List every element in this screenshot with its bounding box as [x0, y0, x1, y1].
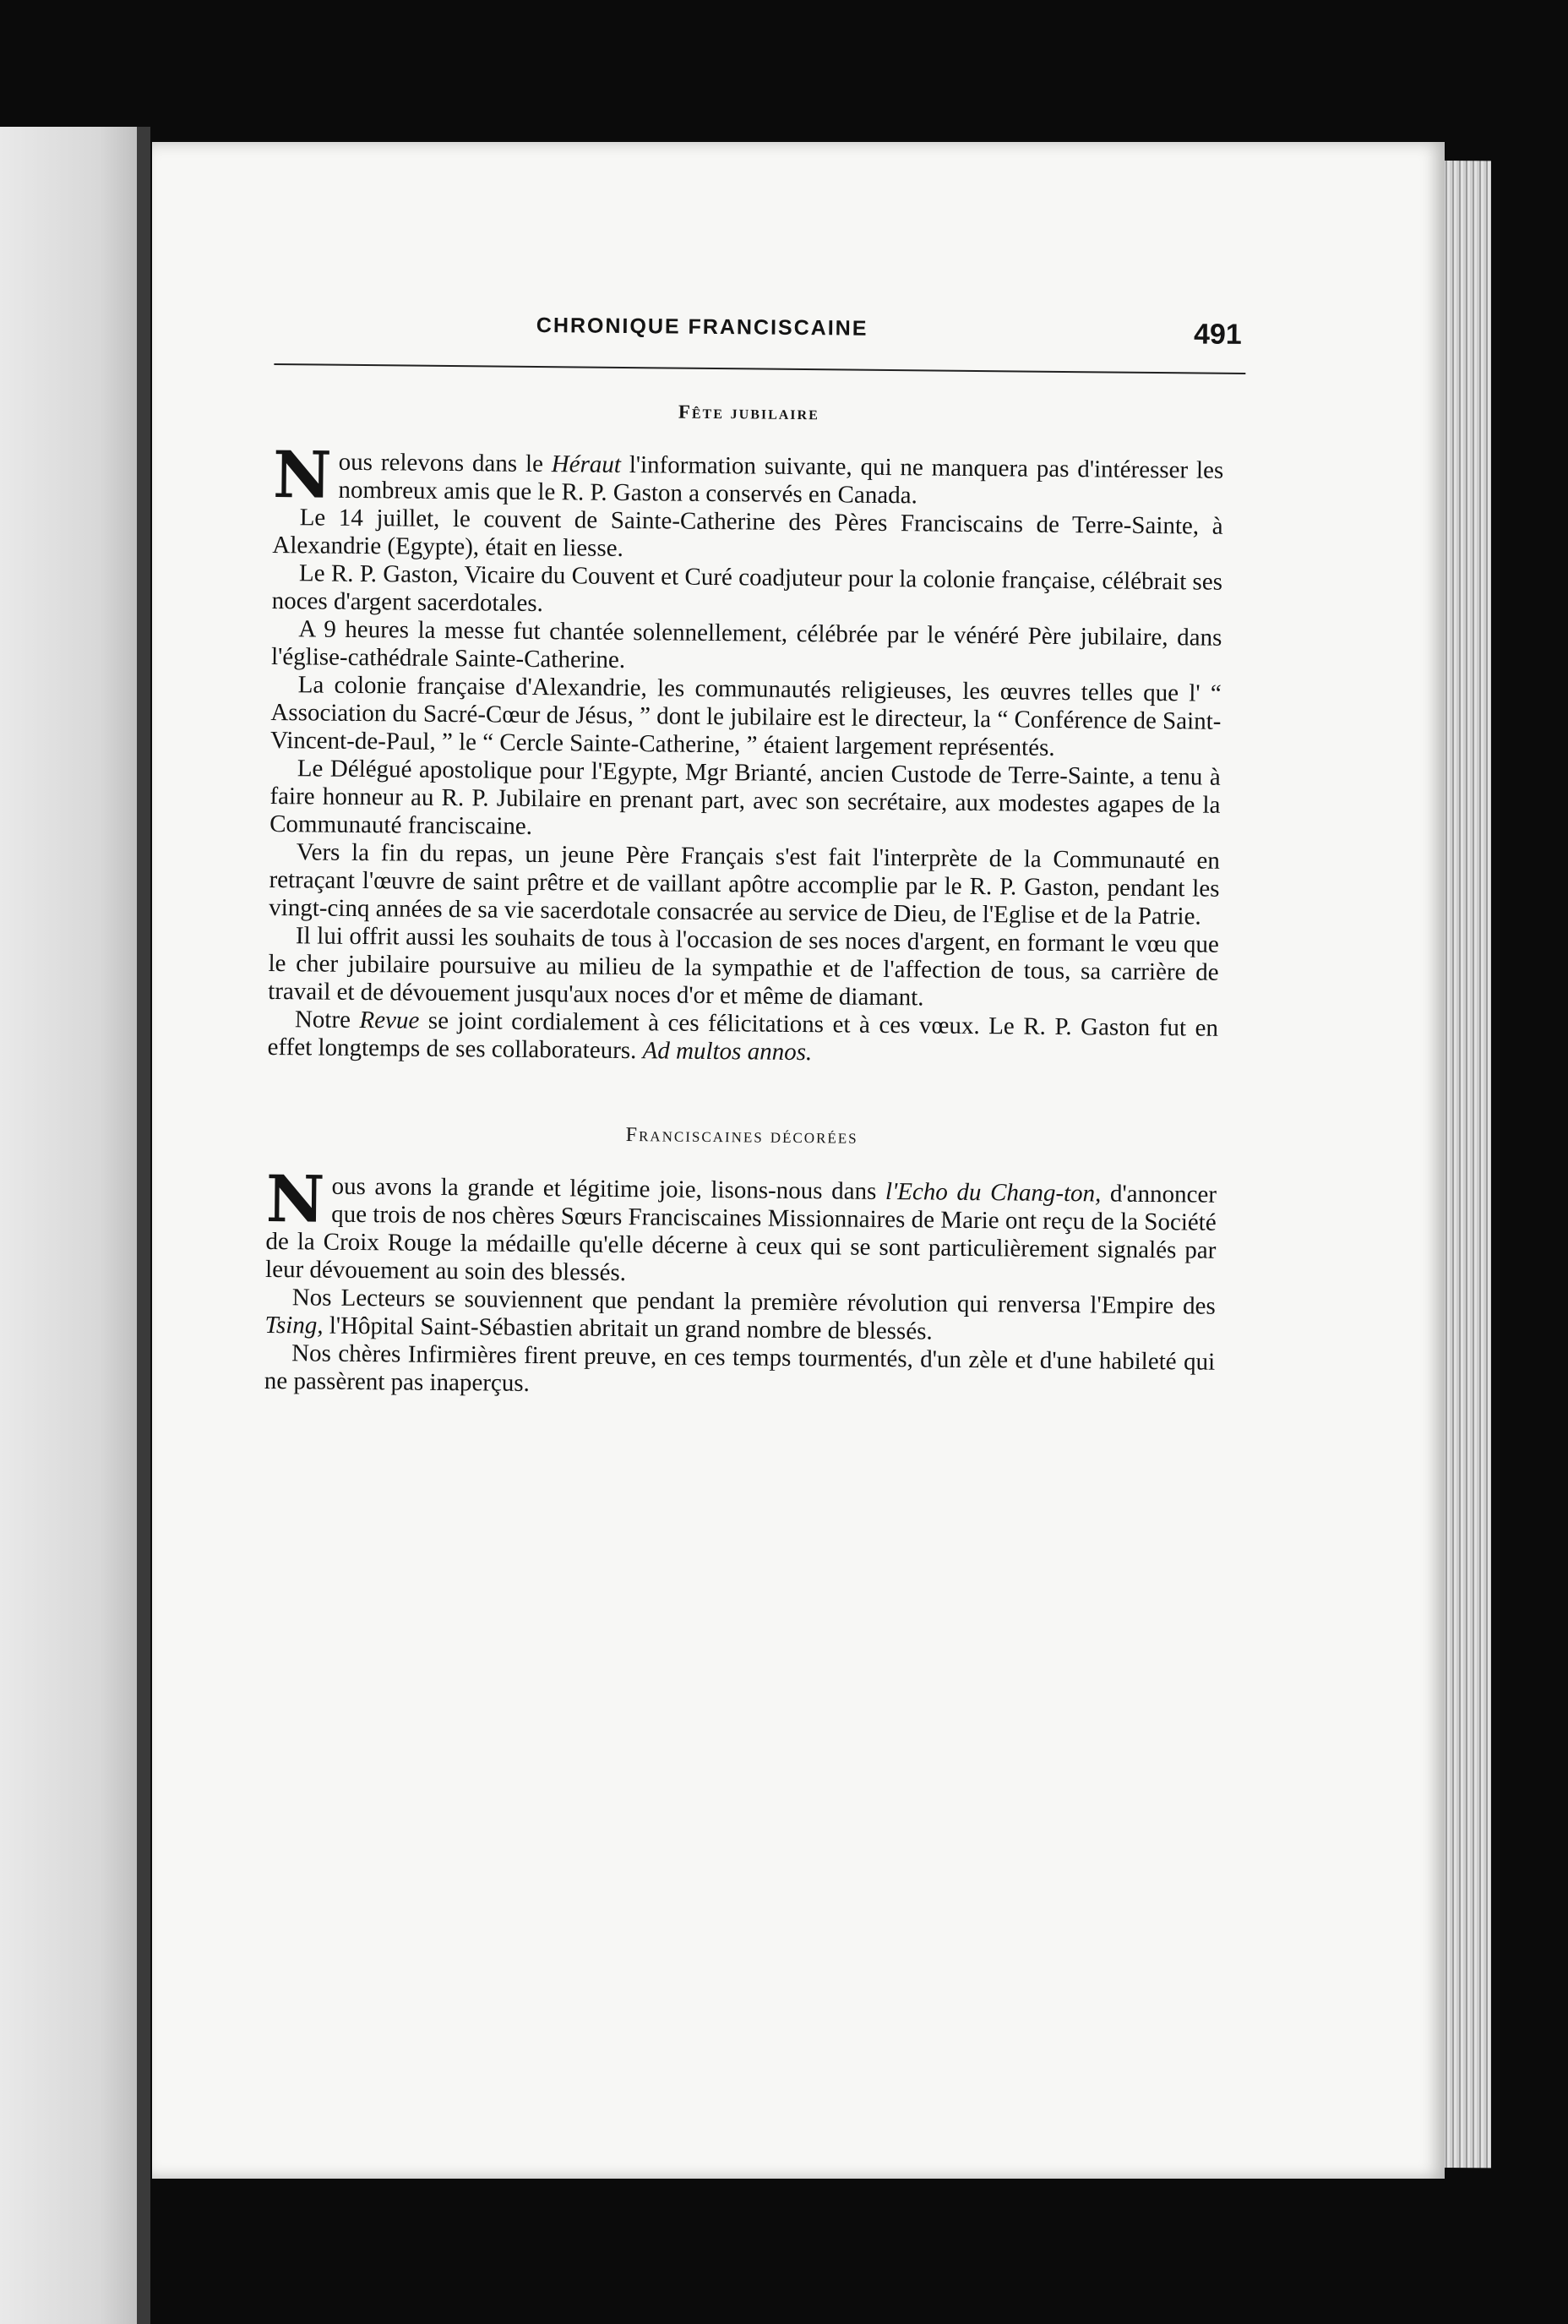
section-title: Fête jubilaire: [678, 401, 819, 424]
paragraph: Le 14 juillet, le couvent de Sainte-Catherine des Pères Franciscains de Terre-Sainte, à Alexandrie (Egypte), était en liesse.: [272, 504, 1223, 562]
running-title: CHRONIQUE FRANCISCAINE: [536, 313, 868, 341]
paragraph: La colonie française d'Alexandrie, les communautés religieuses, les œuvres telles que l' “ Association du Sacré-Cœur de Jésus, ” dont le jubilaire est le directeur, la “ Conférence de Saint-Vincent-de-Paul, ” le “ Cercle Sainte-Catherine, ” étaient largement représentés.: [270, 671, 1222, 761]
section-fete-jubilaire: [267, 397, 1223, 1071]
page-gutter: [137, 127, 150, 2324]
running-header: [274, 311, 1242, 396]
drop-cap: N: [265, 1160, 325, 1237]
book-page: [152, 142, 1445, 2179]
left-page-edge: [0, 127, 142, 2324]
drop-cap: N: [272, 436, 333, 513]
paragraph: Nous relevons dans le Héraut l'information suivante, qui ne manquera pas d'intéresser les nombreux amis que le R. P. Gaston a conservés en Canada.: [272, 436, 1224, 513]
paragraph: Le Délégué apostolique pour l'Egypte, Mgr Brianté, ancien Custode de Terre-Sainte, a tenu à faire honneur au R. P. Jubilaire en prenant part, avec son secrétaire, aux modestes agapes de la Communauté franciscaine.: [270, 755, 1221, 840]
header-rule: [274, 363, 1245, 374]
paragraph: Le R. P. Gaston, Vicaire du Couvent et Curé coadjuteur pour la colonie française, célébrait ses noces d'argent sacerdotales.: [271, 559, 1223, 618]
page-content: [264, 311, 1242, 1405]
paragraph: Notre Revue se joint cordialement à ces félicitations et à ces vœux. Le R. P. Gaston fut en effet longtemps de ses collaborateurs. Ad multos annos.: [267, 1006, 1219, 1067]
paragraph: Nos chères Infirmières firent preuve, en ces temps tourmentés, d'un zèle et d'une habileté qui ne passèrent pas inaperçus.: [264, 1339, 1216, 1397]
paragraph: A 9 heures la messe fut chantée solennellement, célébrée par le vénéré Père jubilaire, dans l'église-cathédrale Sainte-Catherine.: [270, 615, 1222, 674]
paragraph: Vers la fin du repas, un jeune Père Français s'est fait l'interprète de la Communauté en retraçant l'œuvre de saint prêtre et de vaillant apôtre accomplie par le R. P. Gaston, pendant les vingt-cinq années de sa vie sacerdotale consacrée au service de Dieu, de l'Eglise et de la Patrie.: [269, 838, 1220, 930]
page-number: 491: [1193, 318, 1242, 351]
paragraph: Nos Lecteurs se souviennent que pendant la première révolution qui renversa l'Empire des Tsing, l'Hôpital Saint-Sébastien abritait un grand nombre de blessés.: [264, 1284, 1216, 1345]
paragraph: Il lui offrit aussi les souhaits de tous à l'occasion de ses noces d'argent, en formant le vœu que le cher jubilaire poursuive au milieu de la sympathie et de l'affection de tous, sa carrière de travail et de dévouement jusqu'aux noces d'or et même de diamant.: [268, 922, 1220, 1012]
section-franciscaines-decorees: [264, 1121, 1217, 1405]
section-title: Franciscaines décorées: [625, 1124, 858, 1148]
paragraph: Nous avons la grande et légitime joie, lisons-nous dans l'Echo du Chang-ton, d'annoncer que trois de nos chères Sœurs Franciscaines Missionnaires de Marie ont reçu de la Société de la Croix Rouge la médaille qu'elle décerne à ceux qui se sont particulièrement signalés par leur dévouement au soin des blessés.: [264, 1160, 1217, 1287]
